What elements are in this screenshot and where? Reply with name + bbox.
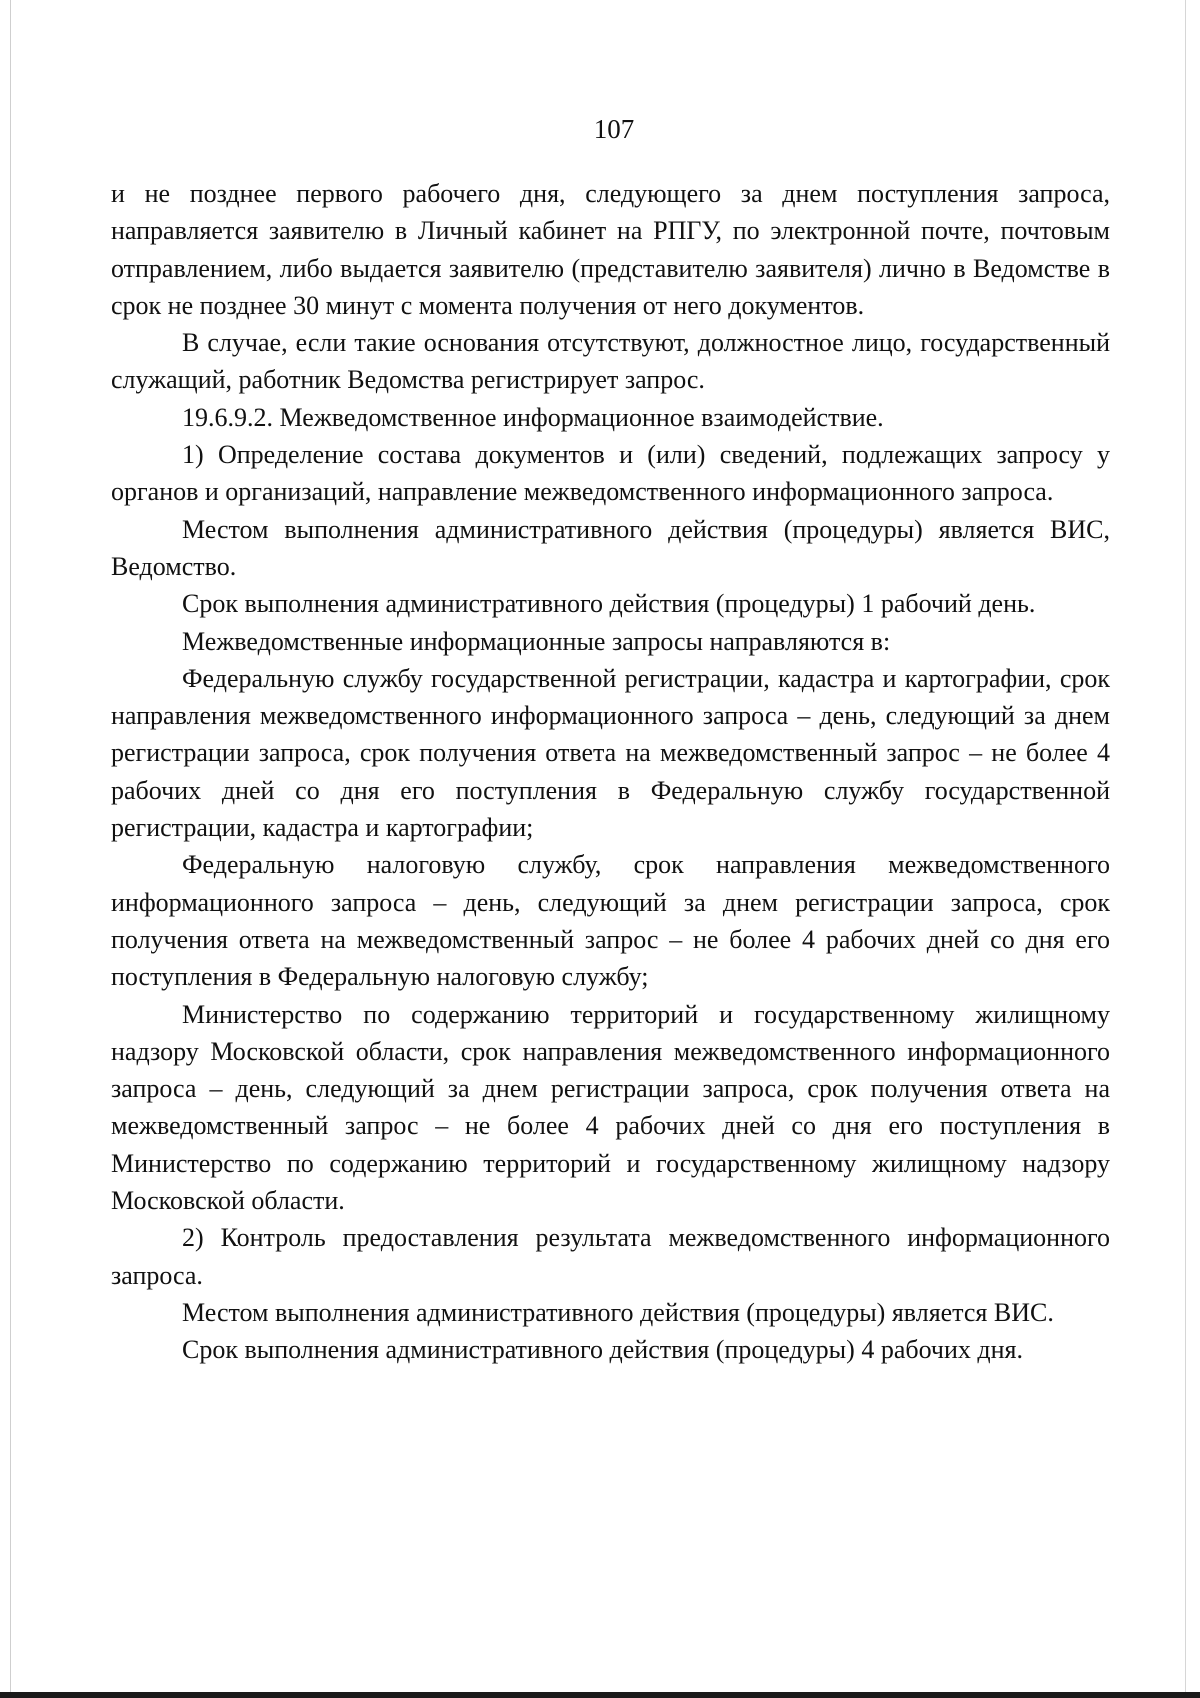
page-number: 107 [593, 114, 635, 144]
scan-edge-bottom [0, 1692, 1200, 1698]
paragraph: Федеральную налоговую службу, срок направления межведомственного информационного запроса – день, следующий за днем регистрации запроса, срок получения ответа на межведомственный запрос – не более 4 рабочих дней со дня его поступления в Федеральную налоговую службу; [111, 850, 1110, 992]
paragraph: Министерство по содержанию территорий и государственному жилищному надзору Московской области, срок направления межведомственного информационного запроса – день, следующий за днем регистрации запроса, срок получения ответа на межведомственный запрос – не более 4 рабочих дней со дня его поступления в Министерство по содержанию территорий и государственному жилищному надзору Московской области. [111, 999, 1110, 1216]
paragraph: Срок выполнения административного действия (процедуры) 4 рабочих дня. [182, 1335, 1024, 1365]
paragraph: Местом выполнения административного действия (процедуры) является ВИС. [182, 1297, 1054, 1327]
scan-edge-left [10, 0, 11, 1698]
paragraph: Межведомственные информационные запросы направляются в: [182, 626, 891, 656]
document-body [111, 175, 1110, 1369]
paragraph: и не позднее первого рабочего дня, следующего за днем поступления запроса, направляется заявителю в Личный кабинет на РПГУ, по электронной почте, почтовым отправлением, либо выдается заявителю (представителю заявителя) лично в Ведомстве в срок не позднее 30 минут с момента получения от него документов. [111, 179, 1110, 320]
paragraph-section-heading: 19.6.9.2. Межведомственное информационное взаимодействие. [182, 402, 884, 432]
scan-edge-right [1185, 0, 1186, 1698]
paragraph: 1) Определение состава документов и (или) сведений, подлежащих запросу у органов и организаций, направление межведомственного информационного запроса. [111, 440, 1110, 507]
paragraph: Федеральную службу государственной регистрации, кадастра и картографии, срок направления межведомственного информационного запроса – день, следующий за днем регистрации запроса, срок получения ответа на межведомственный запрос – не более 4 рабочих дней со дня его поступления в Федеральную службу государственной регистрации, кадастра и картографии; [111, 663, 1110, 843]
paragraph: В случае, если такие основания отсутствуют, должностное лицо, государственный служащий, работник Ведомства регистрирует запрос. [111, 328, 1110, 395]
paragraph: Срок выполнения административного действия (процедуры) 1 рабочий день. [182, 589, 1036, 619]
paragraph: 2) Контроль предоставления результата межведомственного информационного запроса. [111, 1223, 1110, 1290]
paragraph: Местом выполнения административного действия (процедуры) является ВИС, Ведомство. [111, 514, 1110, 581]
